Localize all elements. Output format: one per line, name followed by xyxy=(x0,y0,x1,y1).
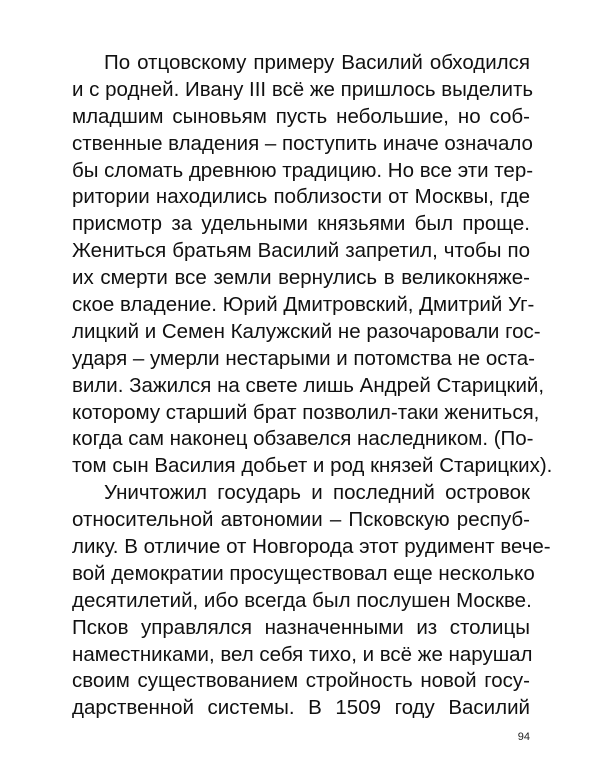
text-line: наместниками, вел себя тихо, и всё же нарушал xyxy=(72,642,533,666)
text-line: их смерти все земли вернулись в великокняже- xyxy=(72,266,530,290)
text-line: своим существованием стройность новой госу- xyxy=(72,669,530,693)
text-line: том сын Василия добьет и род князей Старицких). xyxy=(72,454,553,478)
page-number: 94 xyxy=(517,731,530,743)
text-line: лику. В отличие от Новгорода этот рудимент вече- xyxy=(72,535,551,559)
text-line: и с родней. Ивану III всё же пришлось выделить xyxy=(72,77,534,101)
text-line: Уничтожил государь и последний островок xyxy=(104,481,530,505)
text-line: вили. Зажился на свете лишь Андрей Старицкий, xyxy=(72,373,545,397)
text-line: десятилетий, ибо всегда был послушен Москве. xyxy=(72,588,532,612)
text-line: ственные владения – поступить иначе означало xyxy=(72,131,533,155)
text-line: бы сломать древнюю традицию. Но все эти тер- xyxy=(72,158,534,182)
text-line: ское владение. Юрий Дмитровский, Дмитрий Уг- xyxy=(72,293,535,317)
text-line: ритории находились поблизости от Москвы, где xyxy=(72,185,530,209)
text-line: ударя – умерли нестарыми и потомства не оста- xyxy=(72,346,535,370)
text-line: когда сам наконец обзавелся наследником. (По- xyxy=(72,427,534,451)
text-line: лицкий и Семен Калужский не разочаровали гос- xyxy=(72,319,541,343)
text-line: дарственной системы. В 1509 году Василий xyxy=(72,696,530,720)
text-line: По отцовскому примеру Василий обходился xyxy=(104,51,530,74)
text-line: младшим сыновьям пусть небольшие, но соб- xyxy=(72,104,530,128)
text-line: Псков управлялся назначенными из столицы xyxy=(72,615,530,639)
text-line: присмотр за удельными князьями был проще. xyxy=(72,212,530,236)
text-line: которому старший брат позволил-таки жениться, xyxy=(72,400,540,424)
text-line: вой демократии просуществовал еще несколько xyxy=(72,561,535,585)
body-text xyxy=(72,50,553,722)
text-line: Жениться братьям Василий запретил, чтобы по xyxy=(72,239,530,263)
text-line: относительной автономии – Псковскую респуб- xyxy=(72,508,530,532)
